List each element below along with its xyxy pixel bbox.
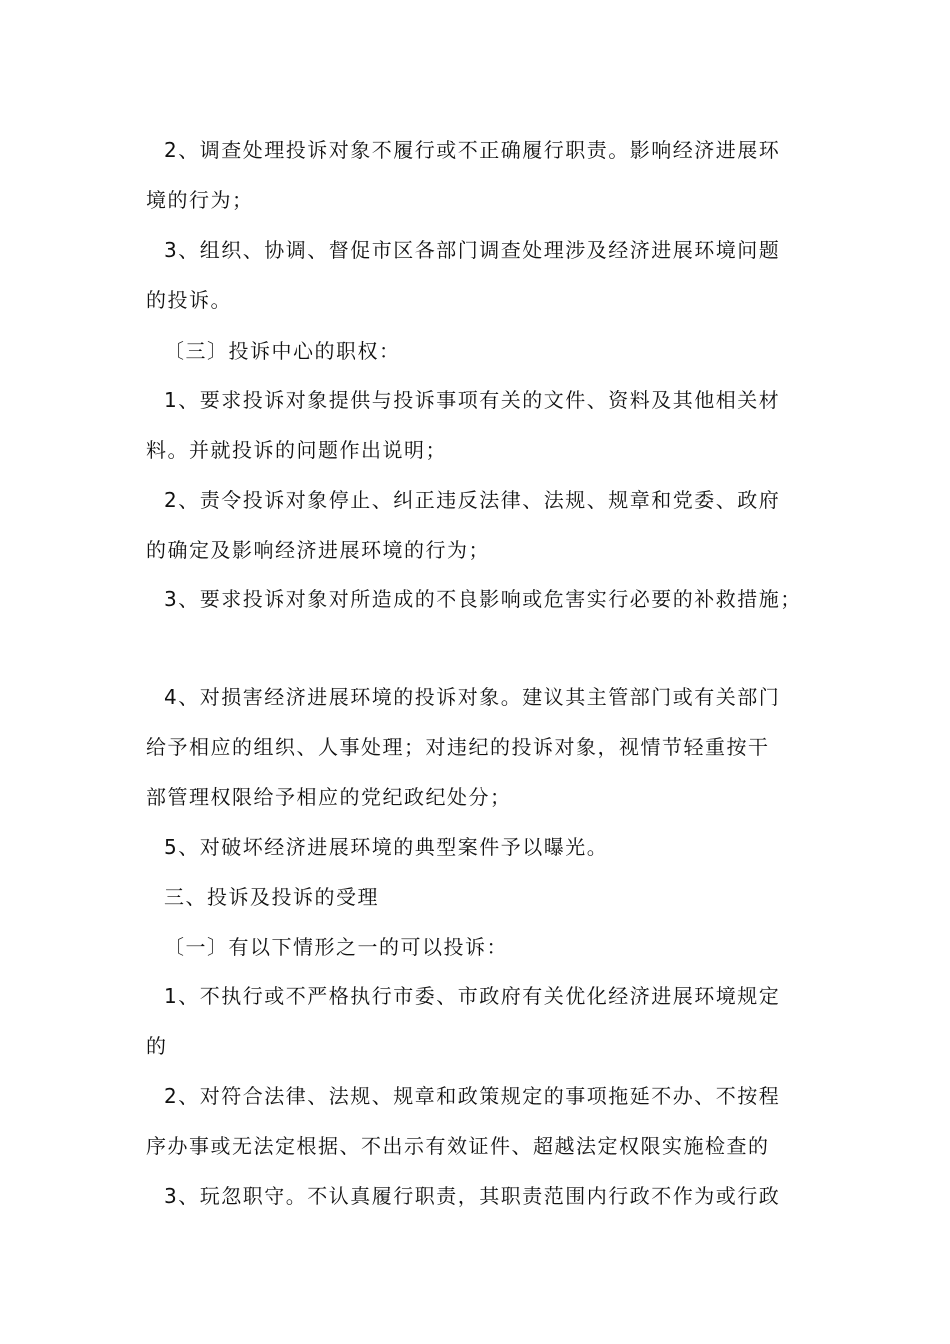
section-heading: 〔三〕投诉中心的职权：	[164, 339, 401, 363]
paragraph-line: 1、要求投诉对象提供与投诉事项有关的文件、资料及其他相关材	[164, 388, 781, 412]
paragraph-line: 的确定及影响经济进展环境的行为；	[146, 538, 490, 562]
paragraph-line: 2、责令投诉对象停止、纠正违反法律、法规、规章和党委、政府	[164, 488, 781, 512]
paragraph-line: 2、对符合法律、法规、规章和政策规定的事项拖延不办、不按程	[164, 1084, 781, 1108]
paragraph-line: 1、不执行或不严格执行市委、市政府有关优化经济进展环境规定	[164, 984, 781, 1008]
paragraph-line: 3、要求投诉对象对所造成的不良影响或危害实行必要的补救措施；	[164, 587, 802, 611]
paragraph-line: 3、玩忽职守。不认真履行职责，其职责范围内行政不作为或行政	[164, 1184, 781, 1208]
paragraph-line: 境的行为；	[146, 188, 254, 212]
paragraph-line: 4、对损害经济进展环境的投诉对象。建议其主管部门或有关部门	[164, 685, 781, 709]
paragraph-line: 5、对破坏经济进展环境的典型案件予以曝光。	[164, 835, 609, 859]
paragraph-line: 的	[146, 1034, 168, 1058]
paragraph-line: 的投诉。	[146, 288, 232, 312]
paragraph-line: 3、组织、协调、督促市区各部门调查处理涉及经济进展环境问题	[164, 238, 781, 262]
paragraph-line: 料。并就投诉的问题作出说明；	[146, 438, 447, 462]
paragraph-line: 给予相应的组织、人事处理；对违纪的投诉对象，视情节轻重按干	[146, 735, 770, 759]
paragraph-line: 序办事或无法定根据、不出示有效证件、超越法定权限实施检查的	[146, 1134, 770, 1158]
paragraph-line: 2、调查处理投诉对象不履行或不正确履行职责。影响经济进展环	[164, 138, 781, 162]
section-heading: 三、投诉及投诉的受理	[164, 885, 379, 909]
section-heading: 〔一〕有以下情形之一的可以投诉：	[164, 935, 508, 959]
paragraph-line: 部管理权限给予相应的党纪政纪处分；	[146, 785, 512, 809]
